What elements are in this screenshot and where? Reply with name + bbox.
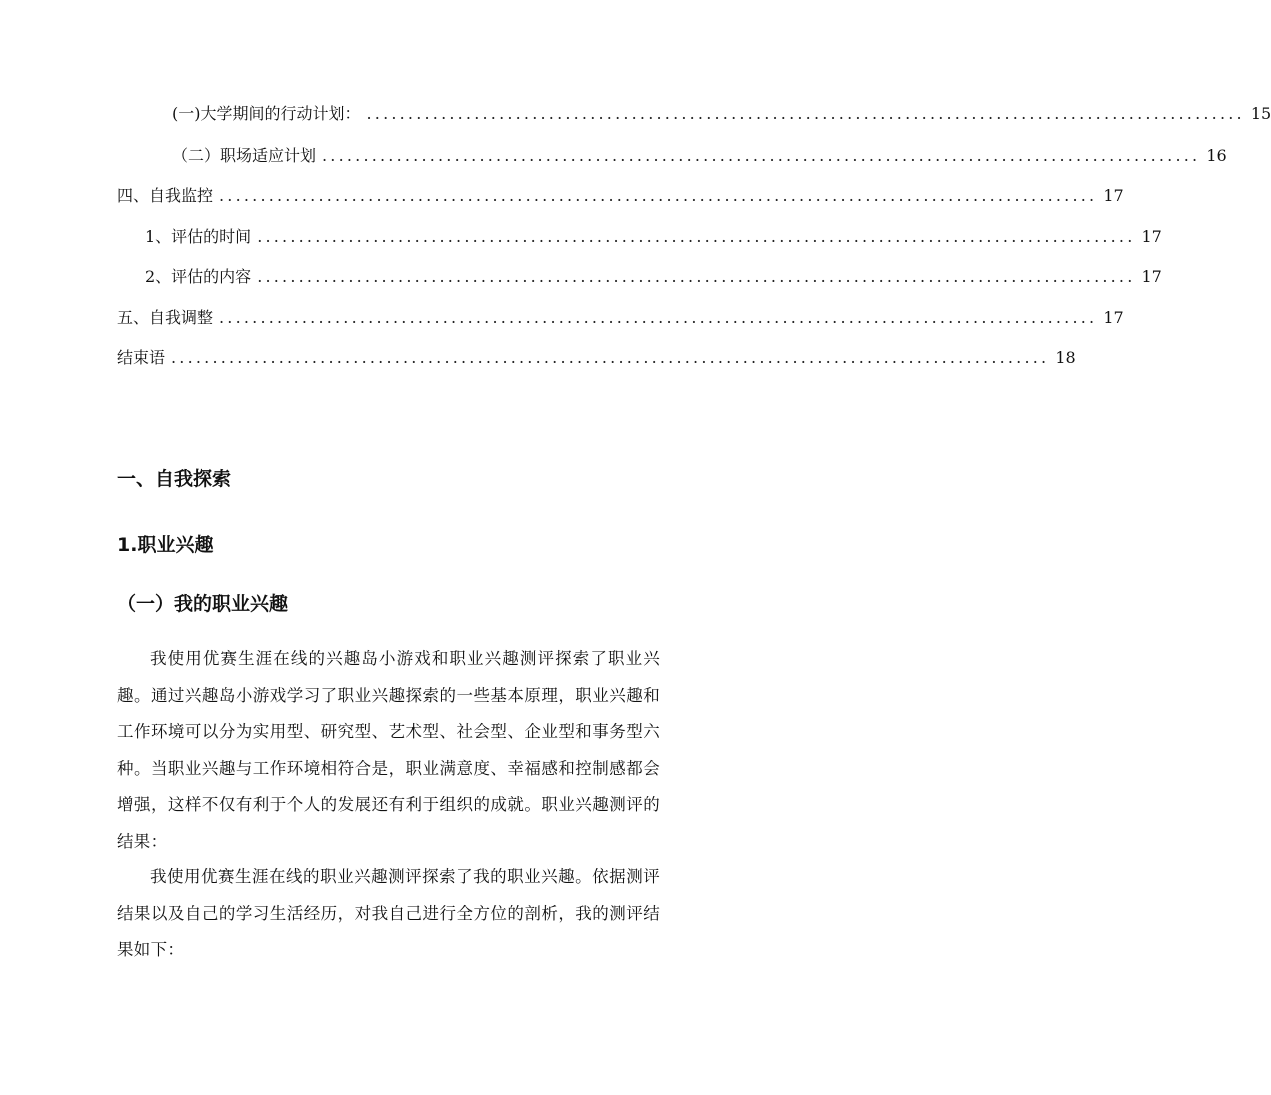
- toc-leader-dots: ..........................................................................................................: [257, 267, 1136, 286]
- toc-leader-dots: ..........................................................................................................: [366, 104, 1245, 123]
- toc-entry-page: 17: [1103, 186, 1124, 205]
- toc-entry[interactable]: [117, 346, 1076, 370]
- toc-leader-dots: ..........................................................................................................: [219, 186, 1098, 205]
- toc-entry[interactable]: [117, 306, 1124, 330]
- toc-leader-dots: ..........................................................................................................: [322, 146, 1201, 165]
- toc-leader-dots: ..........................................................................................................: [219, 308, 1098, 327]
- toc-entry[interactable]: [145, 265, 1162, 289]
- toc-entry-label: （二）职场适应计划: [172, 146, 317, 165]
- body-paragraph: [117, 641, 660, 860]
- toc-entry-page: 17: [1141, 227, 1162, 246]
- section-heading: 一、自我探索: [117, 468, 232, 490]
- sub-subsection-heading: （一）我的职业兴趣: [117, 593, 289, 615]
- toc-entry-label: 四、自我监控: [117, 186, 214, 205]
- toc-entry-page: 15: [1250, 104, 1271, 123]
- toc-entry[interactable]: [117, 184, 1124, 208]
- paragraph-text: 我使用优赛生涯在线的兴趣岛小游戏和职业兴趣测评探索了职业兴趣。通过兴趣岛小游戏学习了职业兴趣探索的一些基本原理，职业兴趣和工作环境可以分为实用型、研究型、艺术型、社会型、企业型和事务型六种。当职业兴趣与工作环境相符合是，职业满意度、幸福感和控制感都会增强，这样不仅有利于个人的发展还有利于组织的成就。职业兴趣测评的结果：: [117, 649, 660, 851]
- toc-entry[interactable]: [145, 225, 1162, 249]
- toc-leader-dots: ..........................................................................................................: [171, 348, 1050, 367]
- paragraph-text: 我使用优赛生涯在线的职业兴趣测评探索了我的职业兴趣。依据测评结果以及自己的学习生活经历，对我自己进行全方位的剖析，我的测评结果如下：: [117, 867, 660, 959]
- body-paragraph: [117, 859, 660, 969]
- toc-leader-dots: ..........................................................................................................: [257, 227, 1136, 246]
- toc-entry-page: 17: [1141, 267, 1162, 286]
- toc-entry-label: 2、评估的内容: [145, 267, 252, 286]
- toc-entry-label: 1、评估的时间: [145, 227, 252, 246]
- toc-entry[interactable]: [172, 144, 1227, 168]
- toc-entry-page: 18: [1055, 348, 1076, 367]
- toc-entry-label: 五、自我调整: [117, 308, 214, 327]
- toc-entry-label: (一)大学期间的行动计划：: [172, 104, 361, 123]
- toc-entry[interactable]: [172, 102, 1271, 126]
- toc-entry-page: 17: [1103, 308, 1124, 327]
- subsection-heading: 1.职业兴趣: [117, 534, 214, 556]
- toc-entry-label: 结束语: [117, 348, 166, 367]
- toc-entry-page: 16: [1206, 146, 1227, 165]
